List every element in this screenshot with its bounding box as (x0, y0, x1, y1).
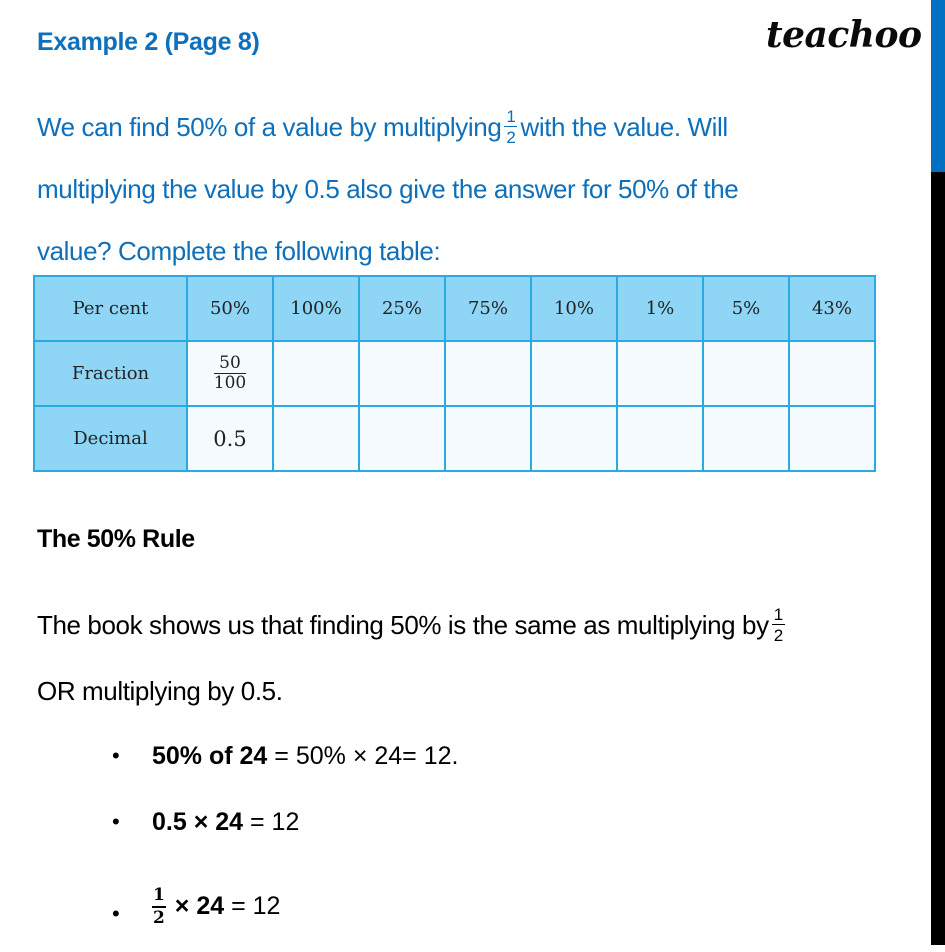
bullet-item (112, 736, 458, 802)
fraction-numerator: 1 (773, 605, 783, 625)
fraction-cell-empty (359, 341, 445, 406)
explanation-line-1 (37, 594, 917, 660)
example-bullet-list (112, 736, 458, 952)
fraction-50-over-100 (214, 355, 246, 392)
fraction-one-half (772, 606, 785, 644)
percent-cell: 5% (703, 276, 789, 341)
question-line-1-end: with the value. Will (520, 112, 728, 142)
decimal-cell: 0.5 (187, 406, 273, 471)
row-label-fraction: Fraction (34, 341, 187, 406)
percent-cell: 100% (273, 276, 359, 341)
fraction-denominator: 2 (773, 626, 783, 646)
explanation-line-2: OR multiplying by 0.5. (37, 676, 283, 706)
edge-accent-bar-blue (931, 0, 945, 172)
bullet-item (112, 802, 458, 868)
teachoo-logo: teachoo (766, 14, 922, 56)
decimal-cell-empty (789, 406, 875, 471)
percent-cell: 25% (359, 276, 445, 341)
decimal-cell-empty (359, 406, 445, 471)
question-line-2: multiplying the value by 0.5 also give the answer for 50% of the (37, 174, 739, 204)
table-row-decimal (34, 406, 875, 471)
percent-cell: 50% (187, 276, 273, 341)
fraction-cell-empty (617, 341, 703, 406)
decimal-cell-empty (617, 406, 703, 471)
fraction-cell-empty (703, 341, 789, 406)
fraction-numerator: 1 (152, 887, 166, 908)
decimal-cell-empty (703, 406, 789, 471)
fraction-denominator: 100 (213, 373, 247, 393)
bullet-text: = 12 (224, 892, 281, 920)
bullet-bold-text: × 24 (174, 892, 225, 920)
fraction-one-half (504, 108, 517, 146)
percent-cell: 1% (617, 276, 703, 341)
fraction-denominator: 2 (153, 908, 165, 929)
bullet-bold-text: 0.5 × 24 (152, 808, 244, 836)
rule-explanation (37, 594, 917, 726)
bullet-item (112, 886, 458, 952)
fraction-denominator: 2 (506, 128, 516, 148)
bullet-text: = 12 (243, 808, 300, 836)
percent-cell: 75% (445, 276, 531, 341)
row-label-decimal: Decimal (34, 406, 187, 471)
bullet-icon: • (112, 809, 120, 834)
fraction-one-half (152, 887, 166, 927)
row-label-percent: Per cent (34, 276, 187, 341)
bullet-icon: • (112, 901, 120, 926)
bullet-text: = 50% × 24= 12. (267, 742, 459, 770)
edge-accent-bar-black (931, 172, 945, 945)
fraction-numerator: 50 (214, 355, 246, 374)
fraction-numerator: 1 (506, 107, 516, 127)
fraction-cell-empty (531, 341, 617, 406)
decimal-cell-empty (531, 406, 617, 471)
question-line-1 (37, 96, 897, 158)
fraction-cell (187, 341, 273, 406)
page-title: Example 2 (Page 8) (37, 28, 260, 56)
fraction-cell-empty (789, 341, 875, 406)
bullet-bold-text: 50% of 24 (152, 742, 268, 770)
fraction-cell-empty (445, 341, 531, 406)
question-text (37, 96, 897, 282)
decimal-cell-empty (445, 406, 531, 471)
table-row-percent (34, 276, 875, 341)
percent-cell: 43% (789, 276, 875, 341)
percent-cell: 10% (531, 276, 617, 341)
percent-fraction-decimal-table (33, 275, 876, 472)
fraction-cell-empty (273, 341, 359, 406)
decimal-cell-empty (273, 406, 359, 471)
bullet-icon: • (112, 743, 120, 768)
question-line-1-start: We can find 50% of a value by multiplying (37, 112, 502, 142)
question-line-3: value? Complete the following table: (37, 236, 441, 266)
section-heading: The 50% Rule (37, 525, 195, 553)
explanation-line-1-text: The book shows us that finding 50% is the same as multiplying by (37, 610, 769, 640)
table-row-fraction (34, 341, 875, 406)
